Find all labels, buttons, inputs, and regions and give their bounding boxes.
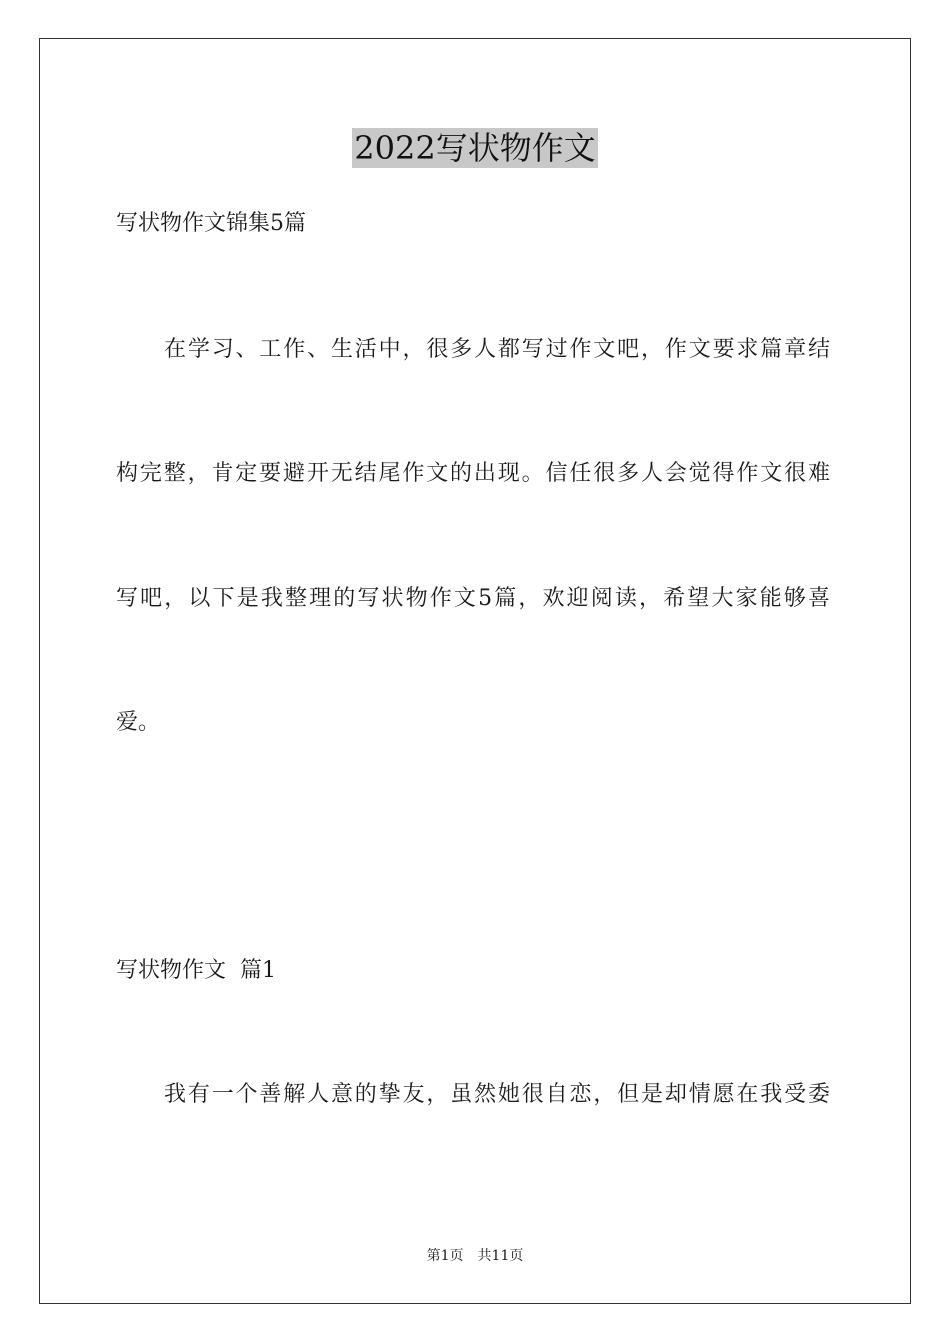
section-line-1: 我有一个善解人意的挚友，虽然她很自恋，但是却情愿在我受委 [164, 1082, 830, 1107]
document-subtitle: 写状物作文锦集5篇 [116, 211, 306, 236]
document-title: 2022写状物作文 [354, 129, 596, 167]
intro-line-4: 爱。 [116, 710, 161, 735]
intro-line-1: 在学习、工作、生活中，很多人都写过作文吧，作文要求篇章结 [164, 337, 830, 362]
section-heading: 写状物作文 篇1 [116, 958, 276, 983]
title-container [0, 128, 950, 168]
page-footer [0, 1247, 950, 1265]
intro-line-2: 构完整，肯定要避开无结尾作文的出现。信任很多人会觉得作文很难 [116, 461, 830, 486]
page-number-current: 第1页 [426, 1248, 464, 1264]
intro-line-3: 写吧，以下是我整理的写状物作文5篇，欢迎阅读，希望大家能够喜 [116, 586, 830, 611]
page-number-total: 共11页 [477, 1248, 524, 1264]
